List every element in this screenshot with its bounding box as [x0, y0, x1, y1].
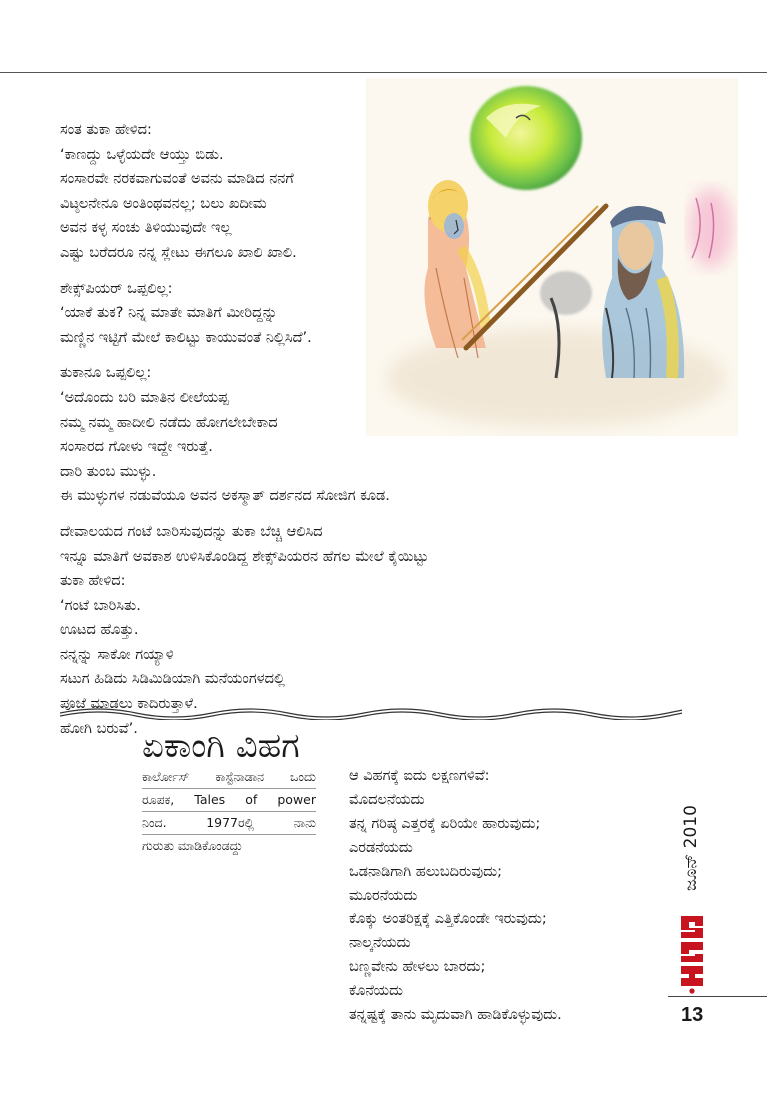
poem-line: ‘ಯಾಕೆ ತುಕ? ನಿನ್ನ ಮಾತೇ ಮಾತಿಗೆ ಮೀರಿದ್ದನ್ನು [60, 305, 278, 322]
poem-line: ಈ ಮುಳ್ಳುಗಳ ನಡುವೆಯೂ ಅವನ ಅಕಸ್ಮಾತ್ ದರ್ಶನದ ಸೋಜಿಗ ಕೂಡ. [60, 488, 390, 505]
poem-line: ತನ್ನಷ್ಟಕ್ಕೆ ತಾನು ಮೃದುವಾಗಿ ಹಾಡಿಕೊಳ್ಳುವುದು. [349, 1007, 562, 1024]
poem-line: ಹೋಗಿ ಬರುವೆ’. [60, 720, 138, 737]
note-word: ನಿಂದ. [142, 815, 167, 830]
note-line [142, 835, 316, 857]
note-line [142, 789, 316, 812]
note-word: ಒಂದು [290, 769, 316, 784]
poem-line: ಸಂಸಾರವೇ ನರಕವಾಗುವಂತೆ ಅವನು ಮಾಡಿದ ನನಗೆ [60, 171, 294, 188]
note-word: ಕಾಸ್ಟೆನಾಡಾನ [215, 769, 265, 784]
poem-line: ವಿಟ್ಠಲನೇನೂ ಅಂತಿಂಥವನಲ್ಲ; ಬಲು ಖದೀಮ [60, 195, 267, 212]
note-word: ಕಾರ್ಲೋಸ್ [142, 769, 190, 784]
stanza-1 [60, 118, 580, 266]
section-poem [349, 765, 669, 1028]
poem-line: ತುಕಾ ಹೇಳಿದ: [60, 573, 126, 590]
poem-line: ಶೇಕ್ಸ್‌ಪಿಯರ್ ಒಪ್ಪಲಿಲ್ಲ: [60, 280, 173, 297]
poem-line: ನಾಲ್ಕನೆಯದು [349, 935, 411, 952]
poem-line: ಅವನ ಕಳ್ಳ ಸಂಚು ತಿಳಿಯುವುದೇ ಇಲ್ಲ [60, 220, 232, 237]
poem-line: ‘ಕಾಣದ್ದು ಒಳ್ಳೆಯದೇ ಆಯ್ತು ಬಿಡು. [60, 146, 224, 163]
poem-line: ತನ್ನ ಗರಿಷ್ಠ ಎತ್ತರಕ್ಕೆ ಏರಿಯೇ ಹಾರುವುದು; [349, 815, 541, 832]
section-note [142, 766, 316, 857]
poem-line: ಊಟದ ಹೊತ್ತು. [60, 622, 139, 639]
poem-line: ಕೊನೆಯದು [349, 983, 404, 1000]
poem-line: ಮಣ್ಣಿನ ಇಟ್ಟಿಗೆ ಮೇಲೆ ಕಾಲಿಟ್ಟು ಕಾಯುವಂತೆ ನಿಲ್ಲಿಸಿದೆ’. [60, 329, 312, 346]
section-title: ಏಕಾಂಗಿ ವಿಹಗ [142, 726, 300, 766]
page-number: 13 [681, 1004, 704, 1026]
poem-line: ಮೊದಲನೆಯದು [349, 791, 425, 808]
note-word: power [277, 792, 316, 807]
stanza-3 [60, 361, 580, 509]
note-line [142, 812, 316, 835]
poem-line: ಸಂತ ತುಕಾ ಹೇಳಿದ: [60, 122, 152, 138]
poem-line: ಇನ್ನೂ ಮಾತಿಗೆ ಅವಕಾಶ ಉಳಿಸಿಕೊಂಡಿದ್ದ ಶೇಕ್ಸ್‌ಪಿಯರನ ಹೆಗಲ ಮೇಲೆ ಕೈಯಿಟ್ಟು [60, 548, 429, 565]
poem-line: ಸಂಸಾರದ ಗೋಳು ಇದ್ದೇ ಇರುತ್ತೆ. [60, 439, 213, 456]
magazine-logo-icon [677, 912, 707, 996]
poem-line: ಮೂರನೆಯದು [349, 887, 418, 904]
main-poem [60, 118, 580, 752]
poem-line: ‘ಅದೊಂದು ಬರಿ ಮಾತಿನ ಲೀಲೆಯಪ್ಪ [60, 389, 229, 406]
note-word: Tales [194, 792, 226, 807]
poem-line: ಒಡನಾಡಿಗಾಗಿ ಹಲುಬದಿರುವುದು; [349, 863, 502, 880]
note-word: ನಾನು [293, 815, 316, 830]
poem-line: ಎಷ್ಟು ಬರೆದರೂ ನನ್ನ ಸ್ಲೇಟು ಈಗಲೂ ಖಾಲಿ ಖಾಲಿ. [60, 244, 297, 261]
poem-line: ಪೂಜೆ ಮಾಡಲು ಕಾದಿರುತ್ತಾಳೆ. [60, 696, 198, 713]
stanza-2 [60, 277, 580, 351]
footer-rule [668, 996, 767, 997]
poem-line: ದೇವಾಲಯದ ಗಂಟೆ ಬಾರಿಸುವುದನ್ನು ತುಕಾ ಬೆಚ್ಚಿ ಆಲಿಸಿದ [60, 523, 323, 540]
poem-line: ಕೊಕ್ಕು ಅಂತರಿಕ್ಷಕ್ಕೆ ಎತ್ತಿಕೊಂಡೇ ಇರುವುದು; [349, 911, 547, 928]
poem-line: ಎರಡನೆಯದು [349, 839, 413, 856]
poem-line: ನನ್ನನ್ನು ಸಾಕೋ ಗಯ್ಯಾಳಿ [60, 646, 174, 663]
poem-line: ನಮ್ಮ ನಮ್ಮ ಹಾದೀಲಿ ನಡೆದು ಹೋಗಲೇಬೇಕಾದ [60, 414, 278, 431]
poem-line: ದಾರಿ ತುಂಬ ಮುಳ್ಳು. [60, 463, 157, 480]
note-word: ರೂಪಕ, [142, 792, 175, 807]
poem-line: ಆ ವಿಹಗಕ್ಕೆ ಐದು ಲಕ್ಷಣಗಳಿವೆ: [349, 768, 490, 784]
issue-date [678, 796, 704, 900]
note-word: of [245, 792, 258, 807]
poem-line: ಸಟುಗ ಹಿಡಿದು ಸಿಡಿಮಿಡಿಯಾಗಿ ಮನೆಯಂಗಳದಲ್ಲಿ [60, 671, 285, 688]
poem-line: ಬಣ್ಣವೇನು ಹೇಳಲು ಬಾರದು; [349, 959, 486, 976]
issue-date-text: ಜೂನ್ 2010 [681, 805, 701, 891]
note-line [142, 766, 316, 789]
poem-line: ‘ಗಂಟೆ ಬಾರಿಸಿತು. [60, 597, 141, 614]
note-word: ಗುರುತು ಮಾಡಿಕೊಂಡದ್ದು [142, 838, 243, 853]
note-word: 1977ರಲ್ಲಿ [206, 815, 255, 830]
poem-line: ತುಕಾನೂ ಒಪ್ಪಲಿಲ್ಲ: [60, 365, 152, 382]
header-rule [0, 72, 767, 73]
wavy-divider-icon [60, 704, 682, 720]
